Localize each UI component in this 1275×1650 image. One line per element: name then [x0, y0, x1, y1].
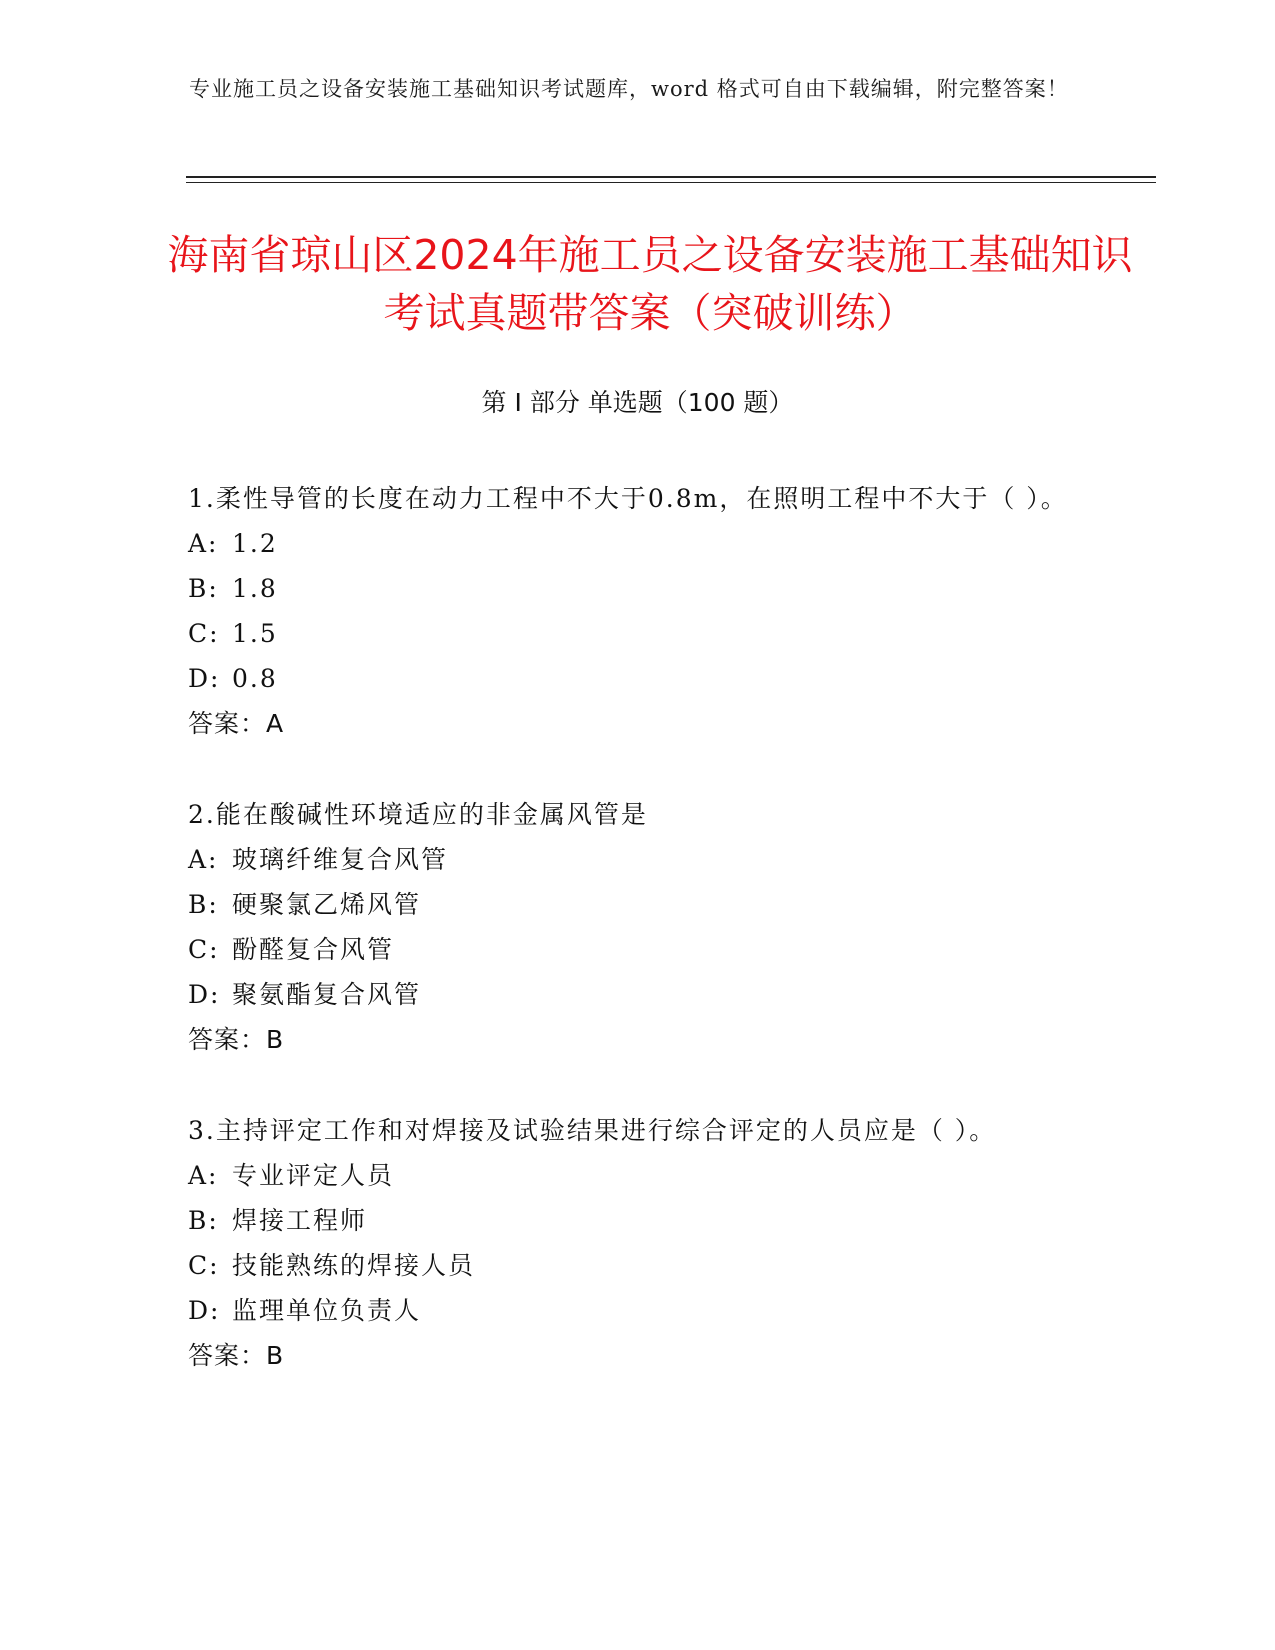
option-letter: C:: [188, 1251, 220, 1280]
option-b: [188, 566, 1088, 611]
option-letter: D:: [188, 664, 221, 693]
option-text: 酚醛复合风管: [232, 935, 395, 964]
option-text: 专业评定人员: [232, 1161, 395, 1190]
option-text: 玻璃纤维复合风管: [232, 845, 449, 874]
question-2: [188, 792, 1088, 1062]
option-c: [188, 1243, 1088, 1288]
option-c: [188, 927, 1088, 972]
option-text: 1.8: [232, 574, 278, 603]
option-letter: B:: [188, 1206, 219, 1235]
section-heading: 第 I 部分 单选题（100 题）: [481, 388, 794, 417]
question-stem: 3.主持评定工作和对焊接及试验结果进行综合评定的人员应是（ ）。: [188, 1116, 997, 1145]
option-letter: D:: [188, 980, 221, 1009]
option-a: [188, 1153, 1088, 1198]
option-letter: A:: [188, 1161, 219, 1190]
answer-line: 答案：B: [188, 1025, 285, 1054]
option-letter: A:: [188, 529, 219, 558]
question-stem: 1.柔性导管的长度在动力工程中不大于0.8m，在照明工程中不大于（ ）。: [188, 484, 1068, 513]
option-letter: D:: [188, 1296, 221, 1325]
question-3: [188, 1108, 1088, 1378]
answer-line: 答案：B: [188, 1341, 285, 1370]
question-list: [188, 476, 1088, 1424]
option-a: [188, 521, 1088, 566]
question-1: [188, 476, 1088, 746]
option-a: [188, 837, 1088, 882]
header-note: 专业施工员之设备安装施工基础知识考试题库，word 格式可自由下载编辑，附完整答案！: [189, 77, 1069, 101]
option-text: 1.5: [232, 619, 278, 648]
option-text: 1.2: [232, 529, 278, 558]
option-text: 焊接工程师: [232, 1206, 368, 1235]
option-b: [188, 882, 1088, 927]
option-text: 硬聚氯乙烯风管: [232, 890, 422, 919]
option-text: 技能熟练的焊接人员: [232, 1251, 476, 1280]
header-divider-thin: [186, 182, 1156, 183]
answer-line: 答案：A: [188, 709, 285, 738]
option-b: [188, 1198, 1088, 1243]
option-d: [188, 972, 1088, 1017]
option-letter: B:: [188, 574, 219, 603]
option-letter: C:: [188, 619, 220, 648]
document-title: 海南省琼山区2024年施工员之设备安装施工基础知识考试真题带答案（突破训练）: [167, 231, 1133, 337]
option-letter: C:: [188, 935, 220, 964]
header-divider-thick: [186, 176, 1156, 178]
option-text: 0.8: [232, 664, 278, 693]
option-letter: A:: [188, 845, 219, 874]
option-d: [188, 1288, 1088, 1333]
question-stem: 2.能在酸碱性环境适应的非金属风管是: [188, 800, 648, 829]
option-text: 监理单位负责人: [232, 1296, 422, 1325]
option-text: 聚氨酯复合风管: [232, 980, 422, 1009]
option-letter: B:: [188, 890, 219, 919]
option-c: [188, 611, 1088, 656]
option-d: [188, 656, 1088, 701]
